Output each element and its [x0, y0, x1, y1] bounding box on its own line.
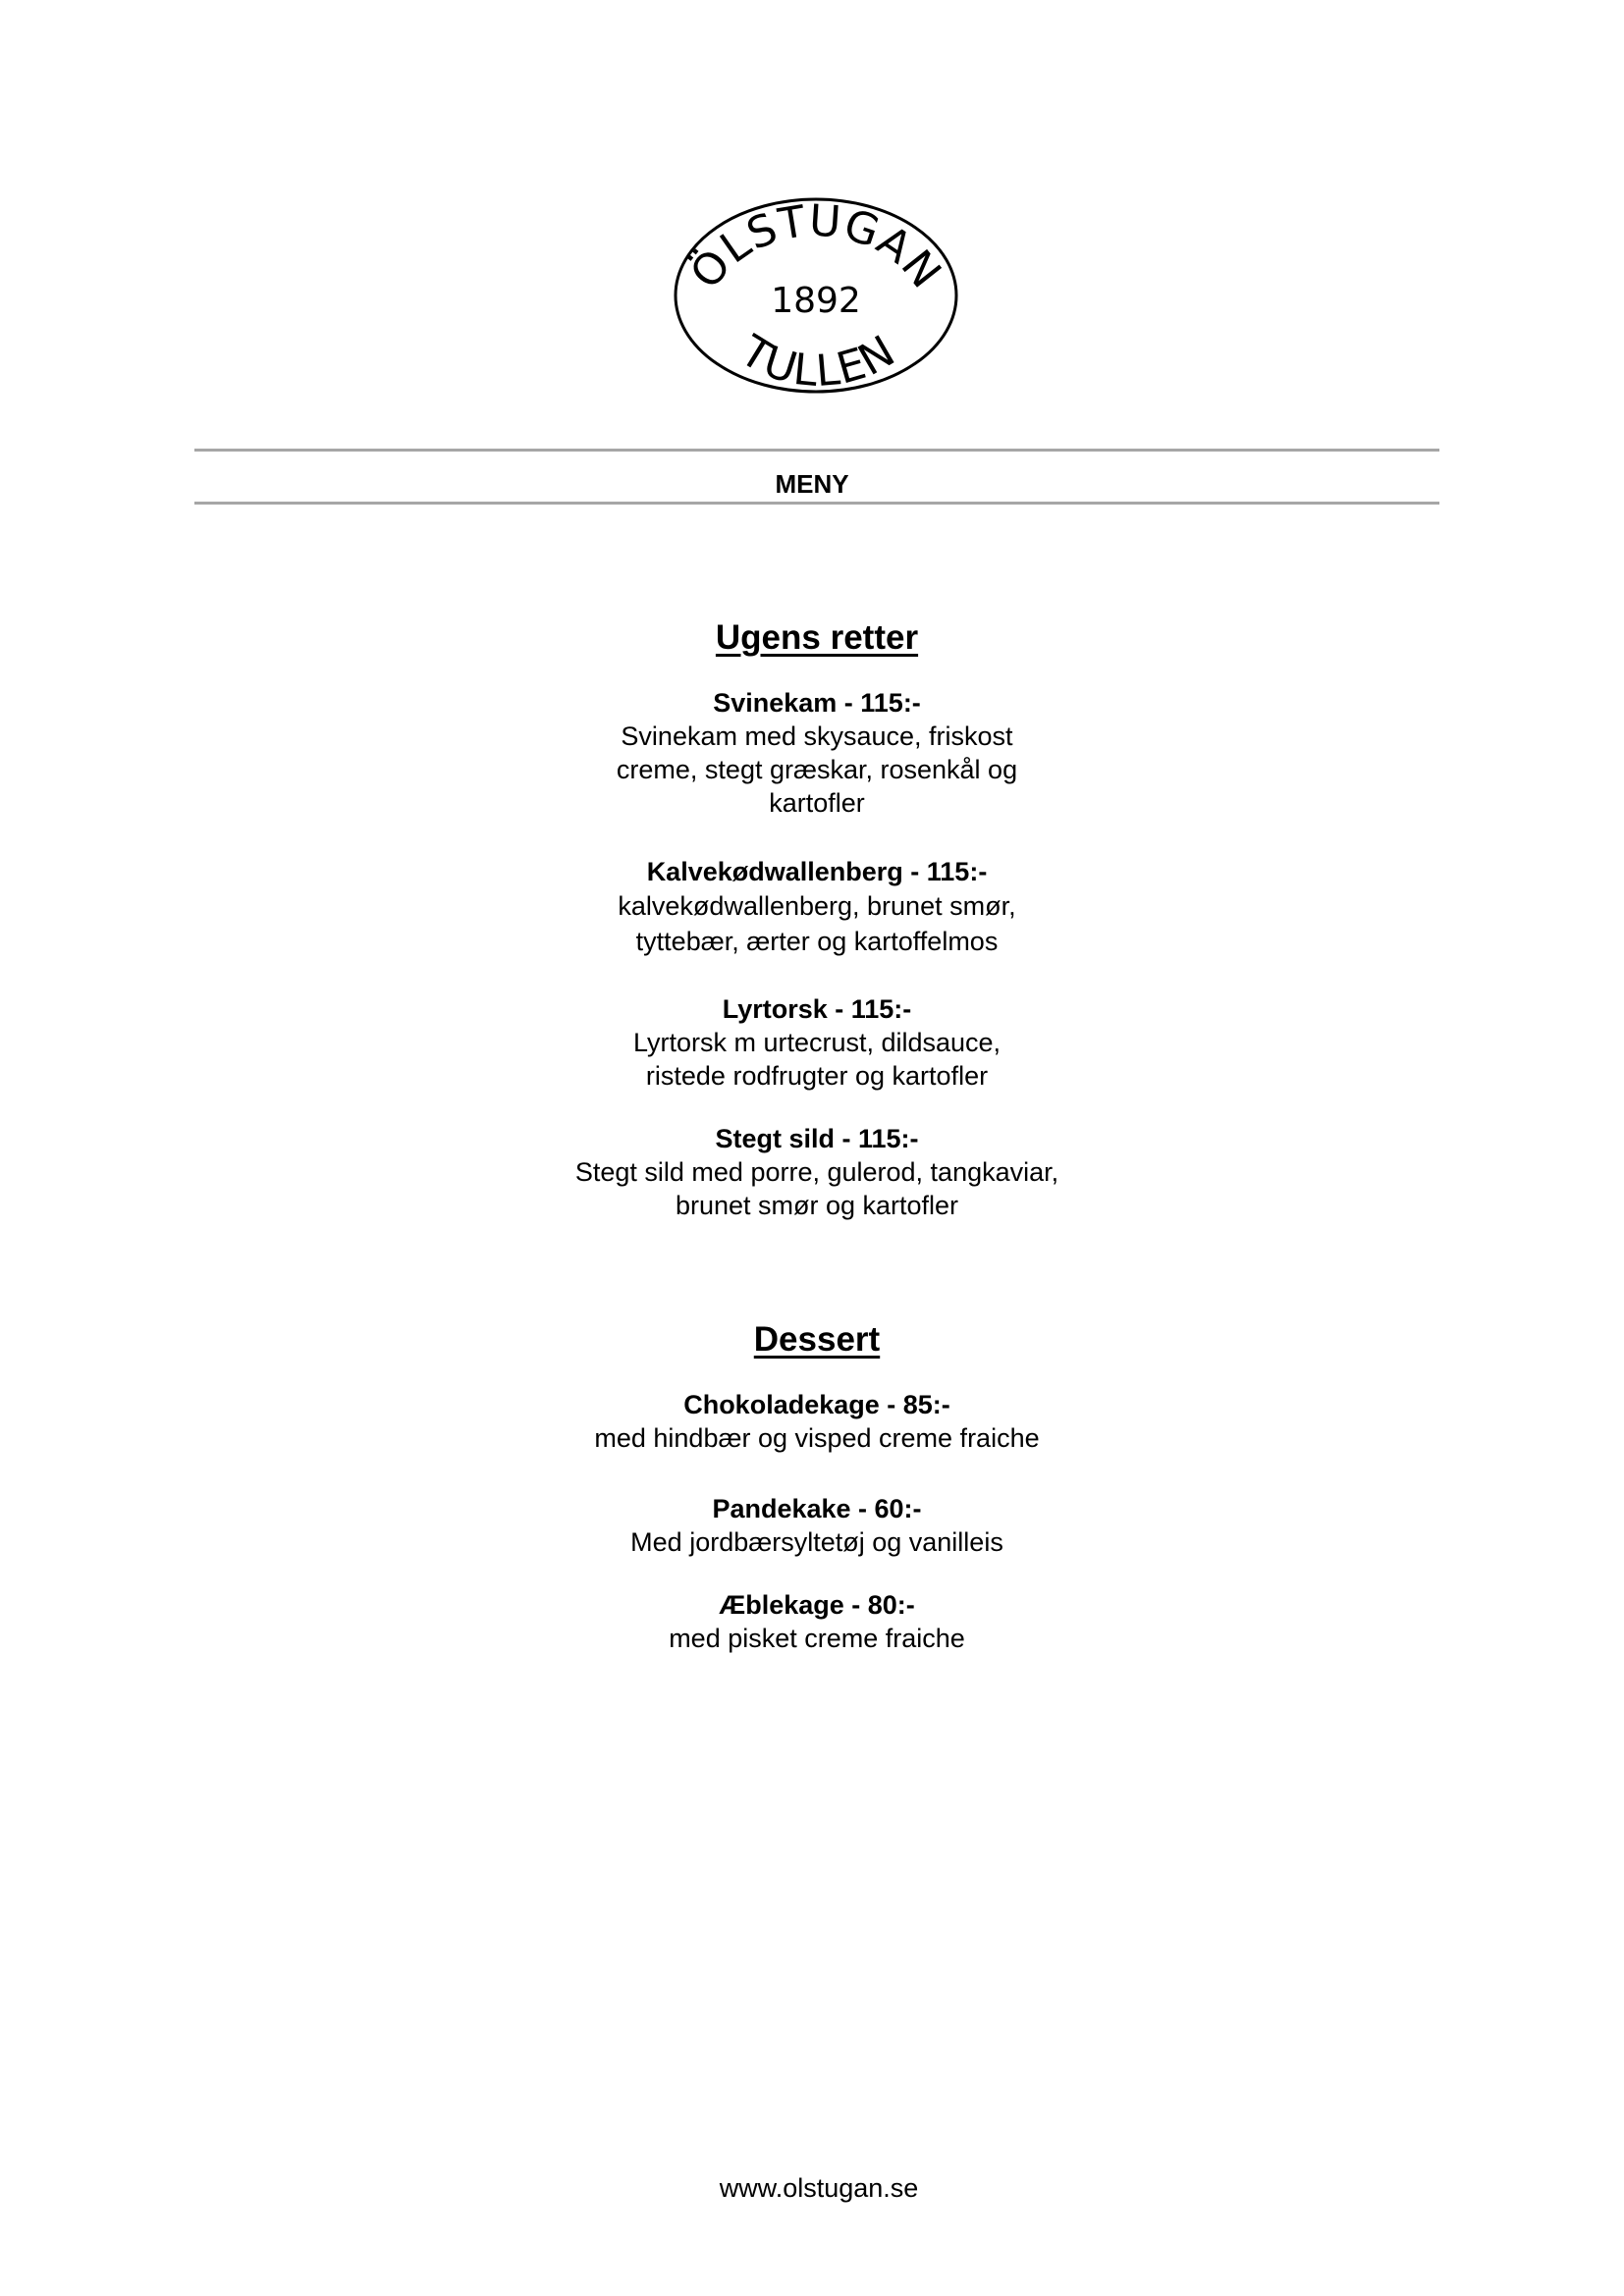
- header-rule-bottom: [194, 502, 1439, 505]
- dish-name: Chokoladekage - 85:-: [683, 1390, 950, 1419]
- dish-name: Svinekam - 115:-: [713, 688, 921, 718]
- dish-name: Pandekake - 60:-: [712, 1494, 922, 1523]
- dish-description: med hindbær og visped creme fraiche: [594, 1423, 1040, 1453]
- dish-item: [0, 1122, 1624, 1222]
- dish-description: kalvekødwallenberg, brunet smør, tyttebær, ærter og kartoffelmos: [618, 891, 1016, 956]
- dish-name: Æblekage - 80:-: [719, 1590, 915, 1620]
- logo-bottom-text: TULLEN: [731, 325, 904, 398]
- website-link[interactable]: www.olstugan.se: [719, 2173, 919, 2203]
- dish-item: [0, 1388, 1624, 1455]
- dish-item: [0, 686, 1624, 820]
- section-title: Dessert: [753, 1320, 881, 1359]
- dish-item: [0, 992, 1624, 1093]
- dish-name: Stegt sild - 115:-: [715, 1124, 919, 1153]
- dish-description: Stegt sild med porre, gulerod, tangkaviar, brunet smør og kartofler: [574, 1157, 1059, 1220]
- svg-text:TULLEN: [731, 326, 903, 397]
- dish-name: Lyrtorsk - 115:-: [722, 994, 912, 1024]
- dish-name: Kalvekødwallenberg - 115:-: [646, 857, 988, 886]
- header-rule-top: [194, 449, 1439, 452]
- dish-item: [0, 1492, 1624, 1559]
- dish-item: [0, 1588, 1624, 1655]
- weekly-section: [0, 617, 1624, 1222]
- dish-description: Med jordbærsyltetøj og vanilleis: [630, 1527, 1003, 1557]
- dish-item: [0, 855, 1624, 959]
- dessert-section: [0, 1319, 1624, 1655]
- logo-top-text: ÖLSTUGAN: [680, 195, 951, 298]
- dish-description: Lyrtorsk m urtecrust, dildsauce, ristede rodfrugter og kartofler: [632, 1028, 1001, 1091]
- dish-description: med pisket creme fraiche: [669, 1624, 965, 1653]
- section-title: Ugens retter: [715, 618, 919, 657]
- menu-heading: MENY: [775, 469, 849, 499]
- logo-oval-icon: [669, 192, 963, 399]
- logo-year: 1892: [771, 281, 861, 321]
- dish-description: Svinekam med skysauce, friskost creme, stegt græskar, rosenkål og kartofler: [616, 721, 1018, 818]
- olstugan-logo: [669, 192, 963, 399]
